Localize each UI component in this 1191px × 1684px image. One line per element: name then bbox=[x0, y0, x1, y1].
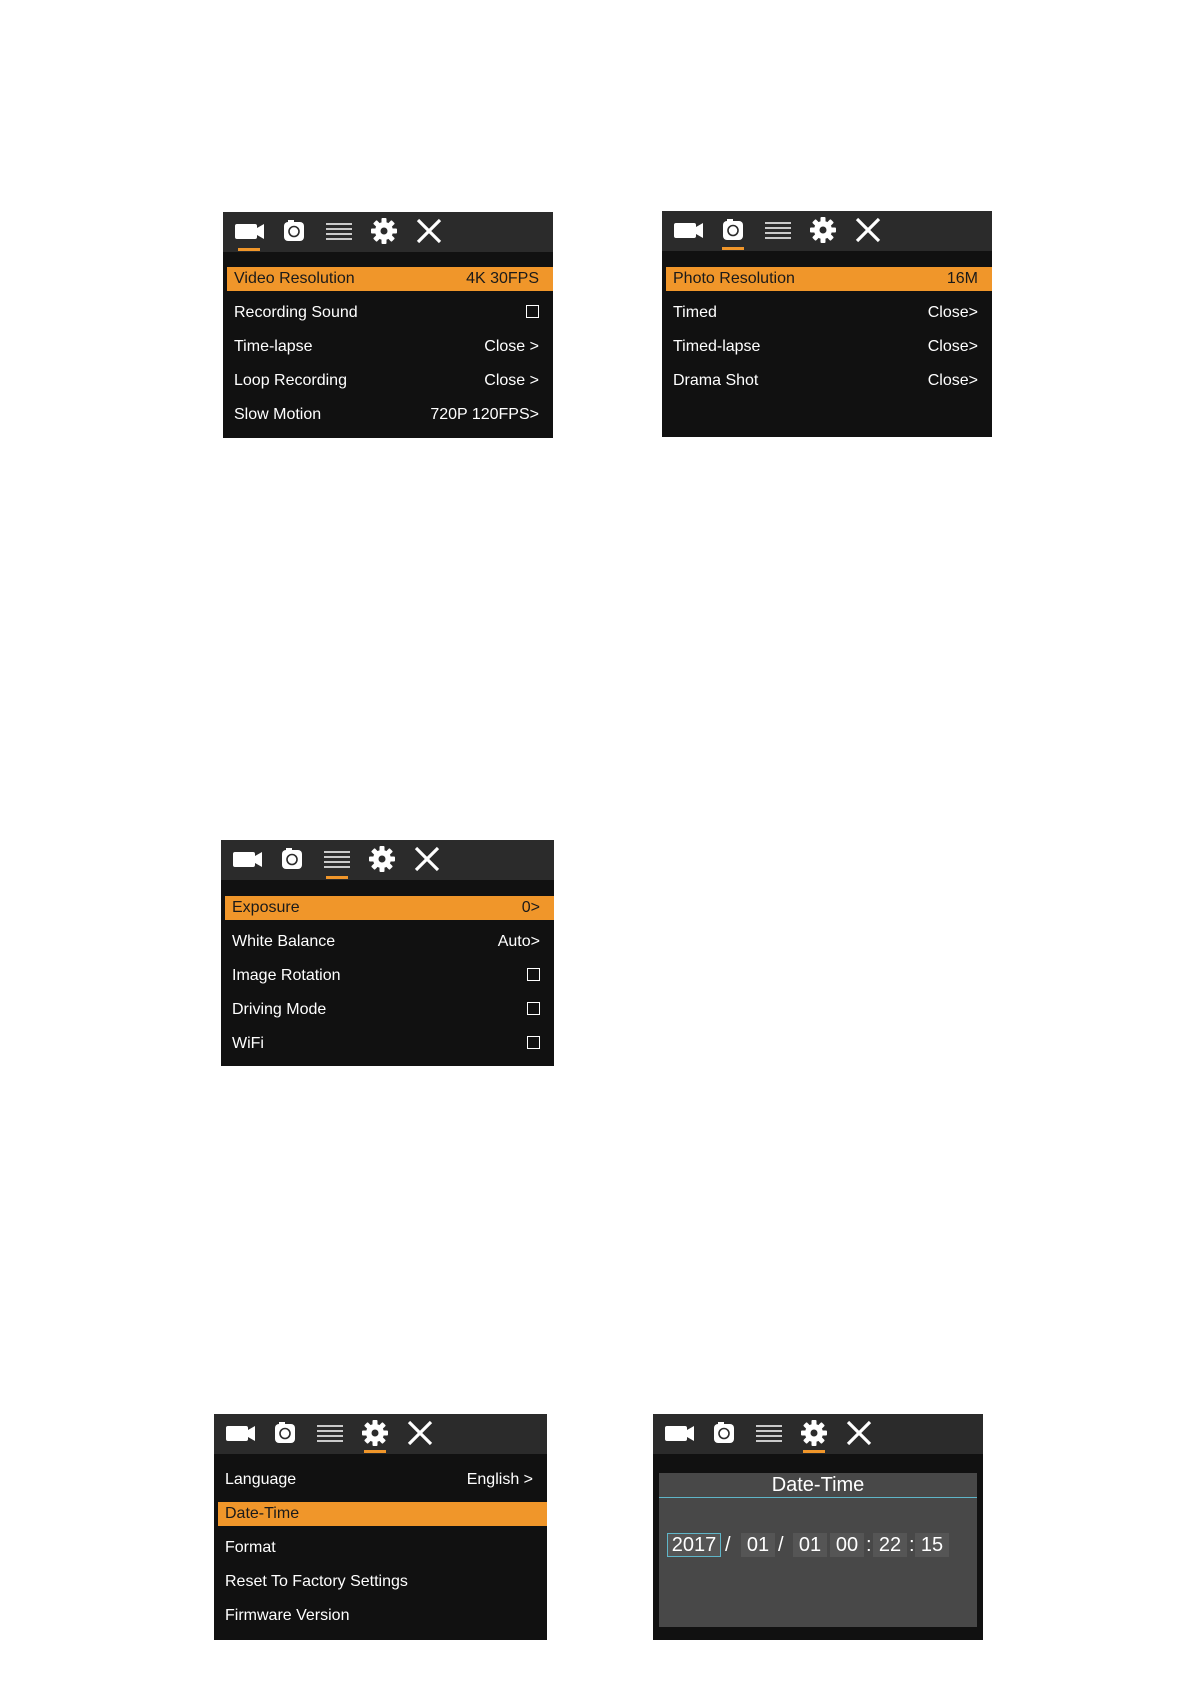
menu-lines-icon[interactable] bbox=[750, 1417, 788, 1453]
menu-row-label: Time-lapse bbox=[234, 338, 313, 355]
date-time-screen bbox=[653, 1414, 983, 1640]
close-x-icon[interactable] bbox=[849, 214, 887, 250]
menu-row-timed-lapse[interactable] bbox=[662, 335, 992, 359]
hour-field[interactable]: 00 bbox=[830, 1533, 864, 1557]
menu-row-time-lapse[interactable] bbox=[223, 335, 553, 359]
photo-camera-icon[interactable] bbox=[275, 215, 313, 251]
time-separator: : bbox=[866, 1534, 872, 1556]
system-settings-screen bbox=[214, 1414, 547, 1640]
gear-icon[interactable] bbox=[365, 215, 403, 251]
image-settings-screen bbox=[221, 840, 554, 1066]
menu-row-value: Close > bbox=[484, 372, 539, 389]
menu-row-label: Date-Time bbox=[225, 1505, 300, 1522]
photo-camera-icon[interactable] bbox=[273, 843, 311, 879]
menu-lines-icon[interactable] bbox=[311, 1417, 349, 1453]
menu-row-video-resolution[interactable] bbox=[227, 267, 553, 291]
date-time-panel bbox=[659, 1473, 977, 1627]
close-x-icon[interactable] bbox=[410, 215, 448, 251]
menu-row-label: Language bbox=[225, 1471, 297, 1488]
menu-row-driving-mode[interactable] bbox=[221, 998, 554, 1022]
menu-row-firmware-version[interactable] bbox=[214, 1604, 547, 1628]
menu-row-value: 4K 30FPS bbox=[466, 270, 539, 287]
mode-tab-bar bbox=[662, 211, 992, 251]
menu-row-label: Loop Recording bbox=[234, 372, 347, 389]
date-separator: / bbox=[778, 1534, 784, 1556]
menu-row-label: Reset To Factory Settings bbox=[225, 1573, 408, 1590]
menu-row-timed[interactable] bbox=[662, 301, 992, 325]
menu-row-value: Close> bbox=[927, 338, 978, 355]
menu-row-value: 720P 120FPS> bbox=[430, 406, 539, 423]
menu-row-value: Close > bbox=[484, 338, 539, 355]
menu-row-value: English > bbox=[466, 1471, 533, 1488]
recording-sound-checkbox[interactable] bbox=[526, 305, 539, 318]
menu-lines-icon[interactable] bbox=[318, 843, 356, 879]
close-x-icon[interactable] bbox=[408, 843, 446, 879]
photo-settings-screen bbox=[662, 211, 992, 437]
wifi-checkbox[interactable] bbox=[527, 1036, 540, 1049]
video-camera-icon[interactable] bbox=[228, 843, 266, 879]
menu-row-format[interactable] bbox=[214, 1536, 547, 1560]
mode-tab-bar bbox=[223, 212, 553, 252]
mode-tab-bar bbox=[221, 840, 554, 880]
title-divider bbox=[659, 1497, 977, 1498]
menu-row-label: Format bbox=[225, 1539, 276, 1556]
image-rotation-checkbox[interactable] bbox=[527, 968, 540, 981]
second-field[interactable]: 15 bbox=[915, 1533, 949, 1557]
gear-icon[interactable] bbox=[804, 214, 842, 250]
menu-row-label: Drama Shot bbox=[673, 372, 759, 389]
menu-row-label: Video Resolution bbox=[234, 270, 355, 287]
menu-row-wifi[interactable] bbox=[221, 1032, 554, 1056]
menu-row-value: Close> bbox=[927, 304, 978, 321]
menu-row-label: Exposure bbox=[232, 899, 300, 916]
menu-lines-icon[interactable] bbox=[759, 214, 797, 250]
video-camera-icon[interactable] bbox=[660, 1417, 698, 1453]
menu-row-value: Close> bbox=[927, 372, 978, 389]
minute-field[interactable]: 22 bbox=[873, 1533, 907, 1557]
menu-row-language[interactable] bbox=[214, 1468, 547, 1492]
menu-row-value: 16M bbox=[946, 270, 978, 287]
photo-camera-icon[interactable] bbox=[714, 214, 752, 250]
menu-row-label: Recording Sound bbox=[234, 304, 358, 321]
menu-row-label: Slow Motion bbox=[234, 406, 322, 423]
menu-row-slow-motion[interactable] bbox=[223, 403, 553, 427]
close-x-icon[interactable] bbox=[401, 1417, 439, 1453]
year-field[interactable]: 2017 bbox=[667, 1533, 721, 1557]
menu-row-label: Photo Resolution bbox=[673, 270, 795, 287]
video-camera-icon[interactable] bbox=[221, 1417, 259, 1453]
date-separator: / bbox=[725, 1534, 731, 1556]
date-time-title: Date-Time bbox=[771, 1474, 865, 1496]
video-camera-icon[interactable] bbox=[230, 215, 268, 251]
day-field[interactable]: 01 bbox=[793, 1533, 827, 1557]
menu-row-label: Driving Mode bbox=[232, 1001, 327, 1018]
menu-row-recording-sound[interactable] bbox=[223, 301, 553, 325]
mode-tab-bar bbox=[214, 1414, 547, 1454]
video-camera-icon[interactable] bbox=[669, 214, 707, 250]
gear-icon[interactable] bbox=[363, 843, 401, 879]
menu-lines-icon[interactable] bbox=[320, 215, 358, 251]
menu-row-photo-resolution[interactable] bbox=[666, 267, 992, 291]
menu-row-date-time[interactable] bbox=[218, 1502, 547, 1526]
gear-icon[interactable] bbox=[795, 1417, 833, 1453]
menu-row-value: 0> bbox=[521, 899, 540, 916]
photo-camera-icon[interactable] bbox=[266, 1417, 304, 1453]
menu-row-label: Firmware Version bbox=[225, 1607, 350, 1624]
time-separator: : bbox=[909, 1534, 915, 1556]
video-settings-screen bbox=[223, 212, 553, 438]
menu-row-reset-factory[interactable] bbox=[214, 1570, 547, 1594]
menu-row-label: White Balance bbox=[232, 933, 336, 950]
menu-row-image-rotation[interactable] bbox=[221, 964, 554, 988]
mode-tab-bar bbox=[653, 1414, 983, 1454]
menu-row-loop-recording[interactable] bbox=[223, 369, 553, 393]
month-field[interactable]: 01 bbox=[741, 1533, 775, 1557]
gear-icon[interactable] bbox=[356, 1417, 394, 1453]
menu-row-exposure[interactable] bbox=[225, 896, 554, 920]
photo-camera-icon[interactable] bbox=[705, 1417, 743, 1453]
menu-row-drama-shot[interactable] bbox=[662, 369, 992, 393]
menu-row-label: Image Rotation bbox=[232, 967, 341, 984]
menu-row-label: WiFi bbox=[232, 1035, 264, 1052]
menu-row-white-balance[interactable] bbox=[221, 930, 554, 954]
menu-row-value: Auto> bbox=[497, 933, 540, 950]
menu-row-label: Timed-lapse bbox=[673, 338, 761, 355]
driving-mode-checkbox[interactable] bbox=[527, 1002, 540, 1015]
close-x-icon[interactable] bbox=[840, 1417, 878, 1453]
menu-row-label: Timed bbox=[673, 304, 717, 321]
